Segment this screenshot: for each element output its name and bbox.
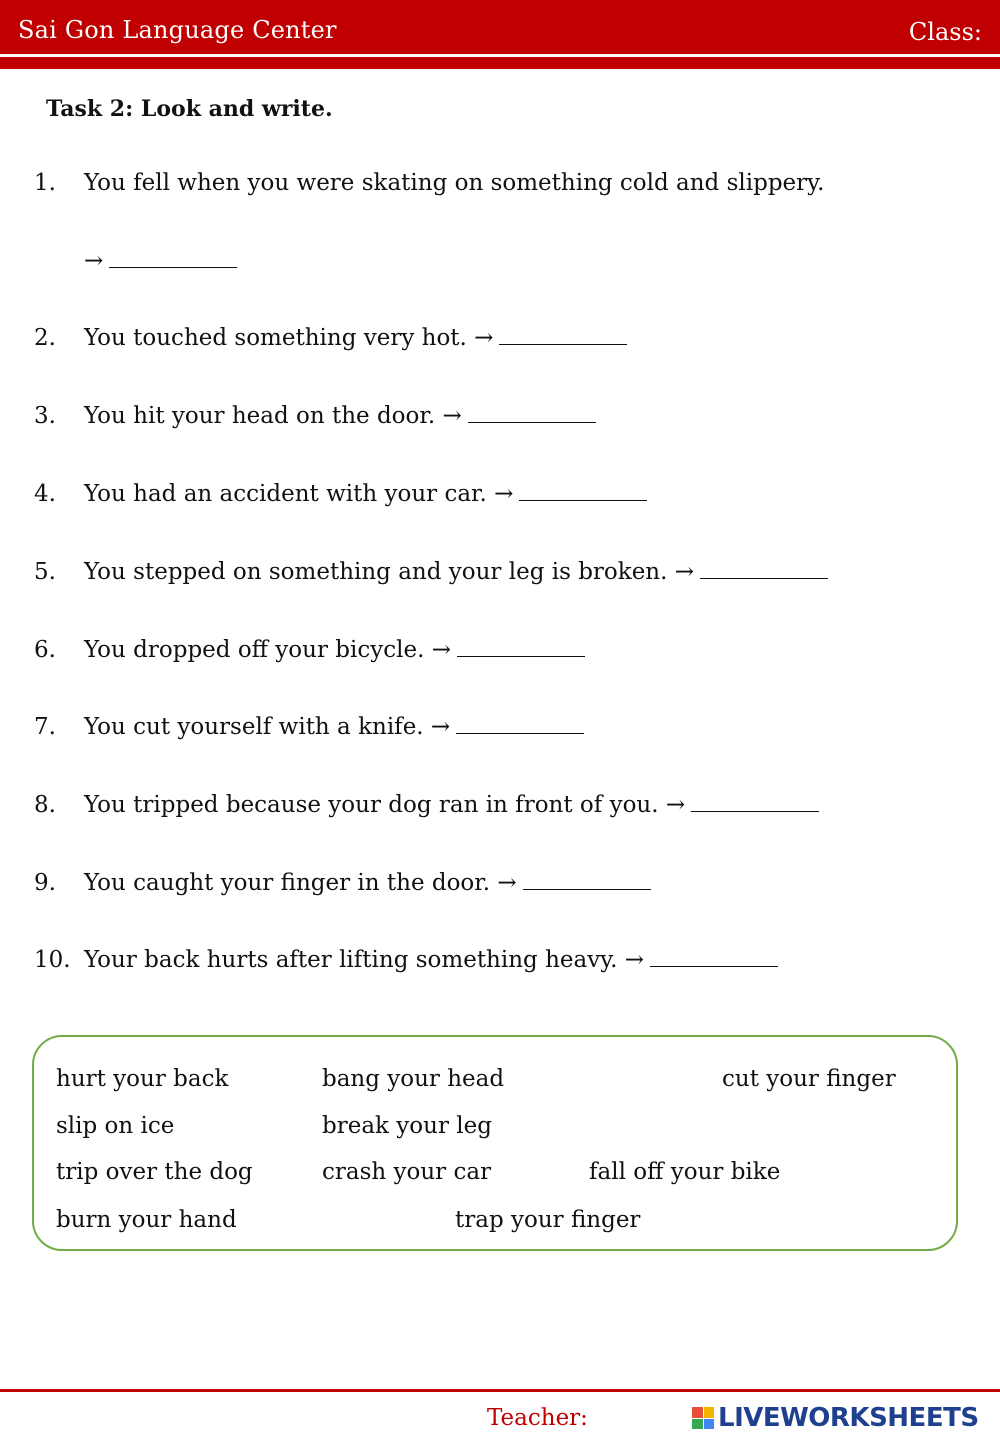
header-divider xyxy=(0,57,1000,69)
question-number: 8. xyxy=(34,792,56,818)
question-number: 4. xyxy=(34,481,56,507)
question-9 xyxy=(34,870,651,896)
question-number: 6. xyxy=(34,637,56,663)
answer-blank[interactable] xyxy=(499,326,627,345)
question-text: You fell when you were skating on something cold and slippery. xyxy=(84,170,825,196)
word-bank-item: cut your finger xyxy=(722,1066,896,1092)
answer-blank[interactable] xyxy=(457,638,585,657)
answer-blank[interactable] xyxy=(468,404,596,423)
question-2 xyxy=(34,325,627,351)
class-label: Class: xyxy=(908,18,982,46)
answer-blank[interactable] xyxy=(691,793,819,812)
question-text: Your back hurts after lifting something heavy. → xyxy=(84,947,645,973)
question-text: You caught your finger in the door. → xyxy=(84,870,517,896)
answer-line-1 xyxy=(84,248,237,274)
word-bank-item: trip over the dog xyxy=(56,1159,253,1185)
question-1 xyxy=(34,170,824,196)
answer-blank[interactable] xyxy=(650,948,778,967)
question-7 xyxy=(34,714,584,740)
brand-name: LIVEWORKSHEETS xyxy=(718,1403,979,1433)
word-bank-item: fall off your bike xyxy=(589,1159,781,1185)
arrow-icon: → xyxy=(84,248,104,274)
question-number: 10. xyxy=(34,947,71,973)
answer-blank[interactable] xyxy=(456,715,584,734)
answer-blank[interactable] xyxy=(519,482,647,501)
task-title: Task 2: Look and write. xyxy=(46,96,333,122)
word-bank-item: hurt your back xyxy=(56,1066,229,1092)
question-text: You hit your head on the door. → xyxy=(84,403,462,429)
footer-divider xyxy=(0,1389,1000,1392)
question-text: You touched something very hot. → xyxy=(84,325,494,351)
question-text: You cut yourself with a knife. → xyxy=(84,714,451,740)
question-5 xyxy=(34,559,828,585)
word-bank-item: break your leg xyxy=(322,1113,492,1139)
question-number: 9. xyxy=(34,870,56,896)
word-bank-item: burn your hand xyxy=(56,1207,237,1233)
question-number: 7. xyxy=(34,714,56,740)
word-bank-item: bang your head xyxy=(322,1066,505,1092)
word-bank-item: slip on ice xyxy=(56,1113,175,1139)
liveworksheets-logo[interactable] xyxy=(692,1403,979,1433)
word-bank-item: trap your finger xyxy=(455,1207,641,1233)
question-6 xyxy=(34,637,585,663)
question-10 xyxy=(34,947,778,973)
answer-blank[interactable] xyxy=(523,871,651,890)
question-number: 3. xyxy=(34,403,56,429)
question-8 xyxy=(34,792,819,818)
question-number: 5. xyxy=(34,559,56,585)
question-text: You tripped because your dog ran in front of you. → xyxy=(84,792,686,818)
question-text: You stepped on something and your leg is broken. → xyxy=(84,559,695,585)
header-bar xyxy=(0,0,1000,54)
question-3 xyxy=(34,403,596,429)
question-text: You dropped off your bicycle. → xyxy=(84,637,451,663)
answer-blank[interactable] xyxy=(700,560,828,579)
answer-blank[interactable] xyxy=(109,249,237,268)
question-text: You had an accident with your car. → xyxy=(84,481,514,507)
center-name: Sai Gon Language Center xyxy=(18,16,337,44)
question-4 xyxy=(34,481,647,507)
teacher-label: Teacher: xyxy=(487,1405,588,1431)
question-number: 1. xyxy=(34,170,56,196)
liveworksheets-icon xyxy=(692,1407,714,1429)
question-number: 2. xyxy=(34,325,56,351)
word-bank-item: crash your car xyxy=(322,1159,492,1185)
